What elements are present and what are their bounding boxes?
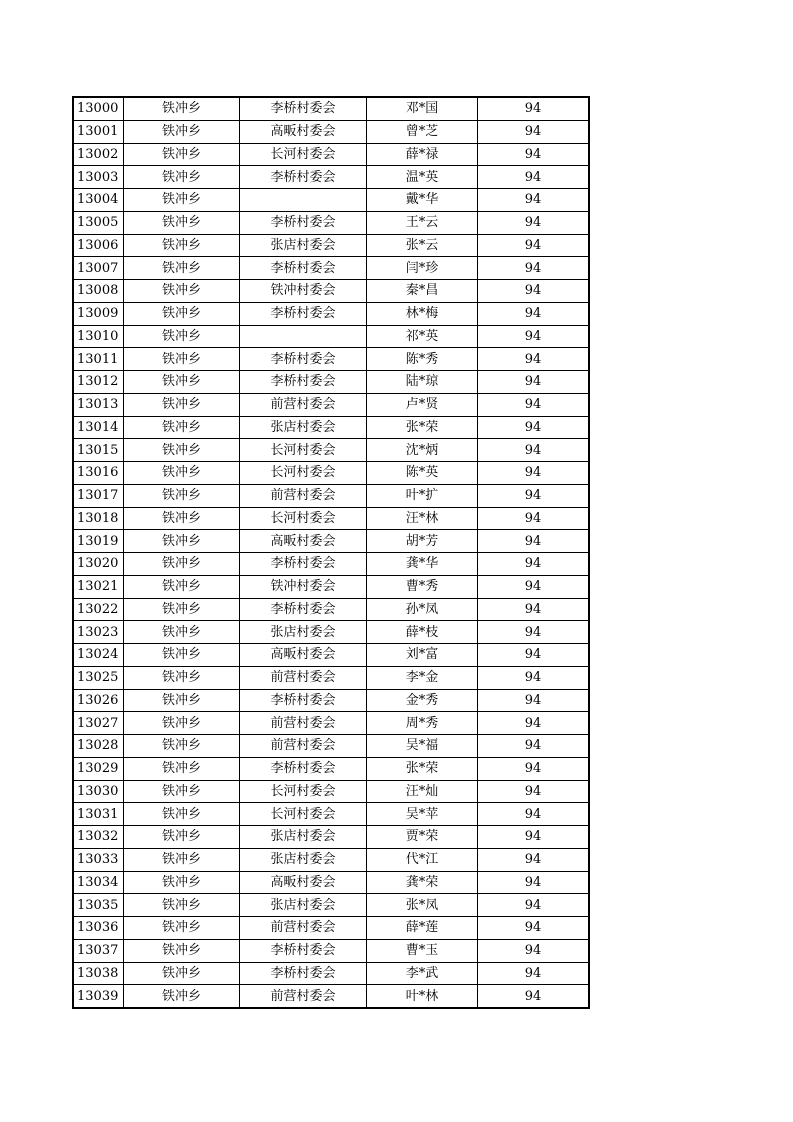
cell-name: 李*武 [367, 962, 478, 985]
cell-village: 张店村委会 [240, 826, 367, 849]
cell-town: 铁冲乡 [124, 917, 240, 940]
cell-score: 94 [478, 325, 590, 348]
cell-id: 13022 [73, 598, 124, 621]
cell-village: 高畈村委会 [240, 530, 367, 553]
table-row [73, 757, 589, 780]
table-row [73, 598, 589, 621]
cell-score: 94 [478, 712, 590, 735]
cell-name: 张*荣 [367, 757, 478, 780]
cell-score: 94 [478, 348, 590, 371]
cell-village: 李桥村委会 [240, 97, 367, 120]
table-row [73, 666, 589, 689]
cell-score: 94 [478, 939, 590, 962]
cell-score: 94 [478, 439, 590, 462]
cell-name: 王*云 [367, 211, 478, 234]
cell-town: 铁冲乡 [124, 530, 240, 553]
cell-id: 13011 [73, 348, 124, 371]
table-row [73, 780, 589, 803]
cell-village: 李桥村委会 [240, 371, 367, 394]
cell-name: 闫*珍 [367, 257, 478, 280]
cell-name: 汪*林 [367, 507, 478, 530]
cell-score: 94 [478, 553, 590, 576]
cell-name: 龚*华 [367, 553, 478, 576]
table-row [73, 325, 589, 348]
cell-id: 13003 [73, 166, 124, 189]
cell-village: 张店村委会 [240, 848, 367, 871]
table-row [73, 393, 589, 416]
table-row [73, 848, 589, 871]
cell-score: 94 [478, 97, 590, 120]
cell-village: 前营村委会 [240, 393, 367, 416]
cell-town: 铁冲乡 [124, 257, 240, 280]
cell-village: 长河村委会 [240, 507, 367, 530]
cell-id: 13029 [73, 757, 124, 780]
table-row [73, 803, 589, 826]
cell-name: 代*江 [367, 848, 478, 871]
cell-name: 龚*荣 [367, 871, 478, 894]
table-row [73, 484, 589, 507]
cell-town: 铁冲乡 [124, 348, 240, 371]
cell-id: 13016 [73, 462, 124, 485]
cell-name: 曹*秀 [367, 575, 478, 598]
cell-village: 前营村委会 [240, 666, 367, 689]
cell-town: 铁冲乡 [124, 689, 240, 712]
cell-name: 邓*国 [367, 97, 478, 120]
cell-id: 13017 [73, 484, 124, 507]
cell-score: 94 [478, 371, 590, 394]
cell-score: 94 [478, 462, 590, 485]
cell-score: 94 [478, 484, 590, 507]
cell-name: 贾*荣 [367, 826, 478, 849]
cell-id: 13025 [73, 666, 124, 689]
cell-score: 94 [478, 917, 590, 940]
cell-score: 94 [478, 780, 590, 803]
table-row [73, 962, 589, 985]
cell-score: 94 [478, 803, 590, 826]
table-row [73, 644, 589, 667]
cell-id: 13034 [73, 871, 124, 894]
cell-score: 94 [478, 393, 590, 416]
table-row [73, 826, 589, 849]
cell-name: 陈*英 [367, 462, 478, 485]
cell-score: 94 [478, 598, 590, 621]
cell-id: 13012 [73, 371, 124, 394]
cell-score: 94 [478, 962, 590, 985]
roster-table [72, 96, 590, 1009]
table-row [73, 348, 589, 371]
table-row [73, 985, 589, 1008]
cell-id: 13039 [73, 985, 124, 1008]
cell-name: 林*梅 [367, 302, 478, 325]
table-row [73, 280, 589, 303]
cell-score: 94 [478, 257, 590, 280]
table-row [73, 530, 589, 553]
cell-town: 铁冲乡 [124, 962, 240, 985]
cell-village [240, 325, 367, 348]
table-row [73, 120, 589, 143]
cell-id: 13026 [73, 689, 124, 712]
cell-village: 李桥村委会 [240, 757, 367, 780]
cell-id: 13015 [73, 439, 124, 462]
cell-id: 13031 [73, 803, 124, 826]
cell-id: 13009 [73, 302, 124, 325]
table-row [73, 234, 589, 257]
cell-id: 13028 [73, 735, 124, 758]
cell-name: 胡*芳 [367, 530, 478, 553]
cell-village: 前营村委会 [240, 917, 367, 940]
table-row [73, 735, 589, 758]
cell-name: 张*凤 [367, 894, 478, 917]
cell-id: 13008 [73, 280, 124, 303]
cell-score: 94 [478, 689, 590, 712]
table-row [73, 871, 589, 894]
cell-town: 铁冲乡 [124, 894, 240, 917]
cell-town: 铁冲乡 [124, 575, 240, 598]
cell-village: 李桥村委会 [240, 598, 367, 621]
cell-name: 曹*玉 [367, 939, 478, 962]
cell-town: 铁冲乡 [124, 939, 240, 962]
cell-id: 13000 [73, 97, 124, 120]
cell-name: 张*云 [367, 234, 478, 257]
cell-score: 94 [478, 166, 590, 189]
cell-id: 13004 [73, 189, 124, 212]
cell-id: 13032 [73, 826, 124, 849]
cell-town: 铁冲乡 [124, 666, 240, 689]
cell-village: 高畈村委会 [240, 644, 367, 667]
cell-id: 13010 [73, 325, 124, 348]
cell-score: 94 [478, 575, 590, 598]
cell-name: 吴*苹 [367, 803, 478, 826]
cell-score: 94 [478, 143, 590, 166]
cell-score: 94 [478, 985, 590, 1008]
cell-score: 94 [478, 302, 590, 325]
cell-id: 13002 [73, 143, 124, 166]
cell-village: 李桥村委会 [240, 939, 367, 962]
cell-name: 薛*枝 [367, 621, 478, 644]
cell-id: 13018 [73, 507, 124, 530]
cell-village: 前营村委会 [240, 735, 367, 758]
cell-village: 张店村委会 [240, 416, 367, 439]
cell-town: 铁冲乡 [124, 189, 240, 212]
table-row [73, 462, 589, 485]
cell-name: 刘*富 [367, 644, 478, 667]
cell-id: 13035 [73, 894, 124, 917]
cell-town: 铁冲乡 [124, 712, 240, 735]
cell-village: 长河村委会 [240, 780, 367, 803]
table-row [73, 257, 589, 280]
cell-name: 秦*昌 [367, 280, 478, 303]
cell-village: 张店村委会 [240, 621, 367, 644]
cell-name: 张*荣 [367, 416, 478, 439]
cell-town: 铁冲乡 [124, 439, 240, 462]
table-row [73, 939, 589, 962]
cell-name: 陆*琼 [367, 371, 478, 394]
cell-id: 13019 [73, 530, 124, 553]
cell-village: 长河村委会 [240, 803, 367, 826]
table-row [73, 575, 589, 598]
table-row [73, 189, 589, 212]
cell-village: 长河村委会 [240, 462, 367, 485]
cell-town: 铁冲乡 [124, 234, 240, 257]
cell-town: 铁冲乡 [124, 871, 240, 894]
cell-name: 孙*凤 [367, 598, 478, 621]
cell-village: 李桥村委会 [240, 553, 367, 576]
table-row [73, 211, 589, 234]
cell-village: 前营村委会 [240, 484, 367, 507]
cell-town: 铁冲乡 [124, 462, 240, 485]
cell-town: 铁冲乡 [124, 280, 240, 303]
cell-score: 94 [478, 211, 590, 234]
cell-id: 13006 [73, 234, 124, 257]
cell-name: 温*英 [367, 166, 478, 189]
cell-score: 94 [478, 621, 590, 644]
cell-village: 铁冲村委会 [240, 280, 367, 303]
cell-town: 铁冲乡 [124, 780, 240, 803]
cell-score: 94 [478, 120, 590, 143]
table-row [73, 416, 589, 439]
cell-score: 94 [478, 871, 590, 894]
cell-village: 长河村委会 [240, 143, 367, 166]
table-row [73, 712, 589, 735]
cell-village: 张店村委会 [240, 234, 367, 257]
cell-name: 曾*芝 [367, 120, 478, 143]
cell-name: 薛*禄 [367, 143, 478, 166]
roster-table-body [73, 97, 589, 1008]
cell-id: 13014 [73, 416, 124, 439]
cell-town: 铁冲乡 [124, 416, 240, 439]
cell-name: 薛*莲 [367, 917, 478, 940]
cell-id: 13030 [73, 780, 124, 803]
cell-village: 李桥村委会 [240, 962, 367, 985]
cell-town: 铁冲乡 [124, 985, 240, 1008]
table-row [73, 894, 589, 917]
cell-id: 13036 [73, 917, 124, 940]
cell-id: 13027 [73, 712, 124, 735]
cell-score: 94 [478, 826, 590, 849]
cell-id: 13001 [73, 120, 124, 143]
cell-score: 94 [478, 530, 590, 553]
cell-name: 沈*炳 [367, 439, 478, 462]
cell-id: 13020 [73, 553, 124, 576]
cell-score: 94 [478, 666, 590, 689]
cell-town: 铁冲乡 [124, 598, 240, 621]
table-row [73, 97, 589, 120]
table-row [73, 917, 589, 940]
cell-score: 94 [478, 507, 590, 530]
cell-town: 铁冲乡 [124, 120, 240, 143]
cell-name: 戴*华 [367, 189, 478, 212]
cell-town: 铁冲乡 [124, 97, 240, 120]
cell-id: 13021 [73, 575, 124, 598]
cell-id: 13038 [73, 962, 124, 985]
cell-village: 铁冲村委会 [240, 575, 367, 598]
cell-name: 叶*扩 [367, 484, 478, 507]
cell-town: 铁冲乡 [124, 621, 240, 644]
cell-town: 铁冲乡 [124, 757, 240, 780]
cell-town: 铁冲乡 [124, 826, 240, 849]
table-row [73, 143, 589, 166]
cell-name: 汪*灿 [367, 780, 478, 803]
cell-town: 铁冲乡 [124, 553, 240, 576]
cell-score: 94 [478, 189, 590, 212]
cell-name: 叶*林 [367, 985, 478, 1008]
cell-name: 金*秀 [367, 689, 478, 712]
cell-score: 94 [478, 416, 590, 439]
cell-name: 卢*贤 [367, 393, 478, 416]
cell-id: 13033 [73, 848, 124, 871]
cell-town: 铁冲乡 [124, 803, 240, 826]
cell-name: 吴*福 [367, 735, 478, 758]
table-row [73, 371, 589, 394]
cell-village: 李桥村委会 [240, 166, 367, 189]
cell-village: 高畈村委会 [240, 120, 367, 143]
cell-town: 铁冲乡 [124, 735, 240, 758]
cell-score: 94 [478, 848, 590, 871]
cell-village: 张店村委会 [240, 894, 367, 917]
table-row [73, 507, 589, 530]
table-row [73, 166, 589, 189]
cell-id: 13013 [73, 393, 124, 416]
cell-town: 铁冲乡 [124, 507, 240, 530]
cell-score: 94 [478, 234, 590, 257]
cell-village: 李桥村委会 [240, 257, 367, 280]
cell-village: 长河村委会 [240, 439, 367, 462]
cell-town: 铁冲乡 [124, 644, 240, 667]
cell-village: 李桥村委会 [240, 211, 367, 234]
cell-score: 94 [478, 735, 590, 758]
cell-name: 李*金 [367, 666, 478, 689]
cell-town: 铁冲乡 [124, 371, 240, 394]
table-row [73, 621, 589, 644]
cell-village: 高畈村委会 [240, 871, 367, 894]
cell-town: 铁冲乡 [124, 325, 240, 348]
cell-village: 李桥村委会 [240, 348, 367, 371]
cell-town: 铁冲乡 [124, 143, 240, 166]
cell-town: 铁冲乡 [124, 211, 240, 234]
table-row [73, 689, 589, 712]
cell-name: 祁*英 [367, 325, 478, 348]
cell-score: 94 [478, 644, 590, 667]
cell-village: 前营村委会 [240, 712, 367, 735]
cell-village [240, 189, 367, 212]
cell-village: 前营村委会 [240, 985, 367, 1008]
cell-town: 铁冲乡 [124, 302, 240, 325]
table-row [73, 302, 589, 325]
cell-village: 李桥村委会 [240, 302, 367, 325]
cell-id: 13007 [73, 257, 124, 280]
cell-score: 94 [478, 894, 590, 917]
cell-id: 13037 [73, 939, 124, 962]
cell-town: 铁冲乡 [124, 484, 240, 507]
cell-village: 李桥村委会 [240, 689, 367, 712]
cell-id: 13005 [73, 211, 124, 234]
cell-name: 周*秀 [367, 712, 478, 735]
cell-town: 铁冲乡 [124, 848, 240, 871]
cell-town: 铁冲乡 [124, 166, 240, 189]
table-row [73, 439, 589, 462]
cell-score: 94 [478, 757, 590, 780]
cell-name: 陈*秀 [367, 348, 478, 371]
table-row [73, 553, 589, 576]
cell-score: 94 [478, 280, 590, 303]
cell-town: 铁冲乡 [124, 393, 240, 416]
cell-id: 13024 [73, 644, 124, 667]
cell-id: 13023 [73, 621, 124, 644]
